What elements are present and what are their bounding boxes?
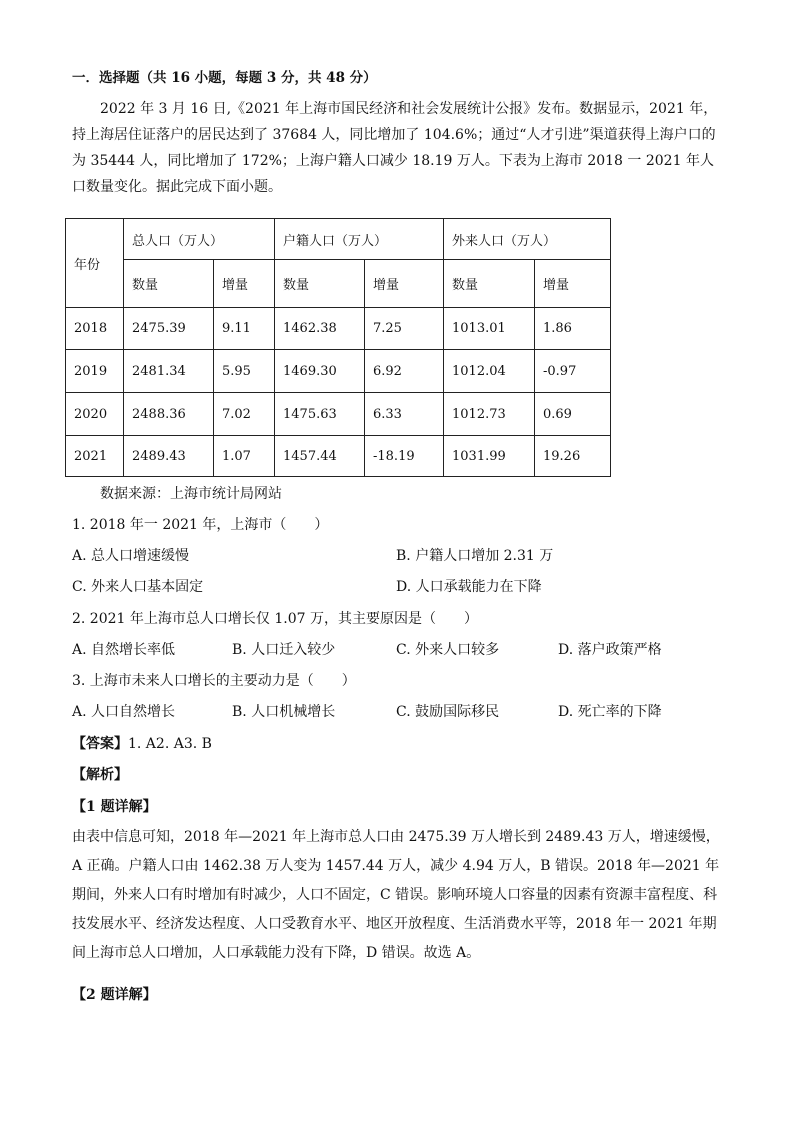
subheader-cell: 数量 [124, 260, 214, 308]
data-source: 数据来源：上海市统计局网站 [100, 486, 282, 502]
table-cell: 1469.30 [275, 350, 365, 393]
table-cell: 1031.99 [444, 436, 535, 477]
question-2-option-c: C. 外来人口较多 [396, 642, 500, 658]
table-cell: 5.95 [214, 350, 275, 393]
answer-text: 1. A2. A3. B [128, 736, 212, 752]
answer-label: 【答案】 [72, 736, 128, 752]
table-cell: 19.26 [535, 436, 611, 477]
detail-2-label: 【2 题详解】 [72, 987, 157, 1003]
question-1-option-a: A. 总人口增速缓慢 [72, 548, 190, 564]
table-cell: 2488.36 [124, 393, 214, 436]
table-cell: 1013.01 [444, 308, 535, 350]
table-row [66, 436, 611, 477]
answer-line [72, 733, 212, 753]
table-cell: 1.07 [214, 436, 275, 477]
table-cell: 7.02 [214, 393, 275, 436]
table-cell: 1012.04 [444, 350, 535, 393]
question-2-option-d: D. 落户政策严格 [558, 642, 662, 658]
table-cell: -18.19 [365, 436, 444, 477]
table-cell: 7.25 [365, 308, 444, 350]
intro-paragraph: 2022 年 3 月 16 日,《2021 年上海市国民经济和社会发展统计公报》发布。数据显示，2021 年，持上海居住证落户的居民达到了 37684 人，同比增加了 104.6%；通过“人才引进”渠道获得上海户口的为 35444 人，同比增加了 172%；上海户籍人口减少 18.19 万人。下表为上海市 2018 一 2021 年人口数量变化。据此完成下面小题。 [72, 101, 718, 195]
table-row [66, 308, 611, 350]
table-cell: 2018 [66, 308, 124, 350]
subheader-cell: 增量 [535, 260, 611, 308]
question-1-stem: 1. 2018 年一 2021 年，上海市（ ） [72, 517, 329, 533]
table-cell: 6.92 [365, 350, 444, 393]
header-migrant-population: 外来人口（万人） [444, 219, 611, 260]
table-cell: 2475.39 [124, 308, 214, 350]
subheader-cell: 增量 [214, 260, 275, 308]
table-cell: 2020 [66, 393, 124, 436]
question-1-option-d: D. 人口承载能力在下降 [396, 579, 542, 595]
table-cell: 2021 [66, 436, 124, 477]
question-3-option-a: A. 人口自然增长 [72, 704, 176, 720]
table-cell: 2019 [66, 350, 124, 393]
table-cell: -0.97 [535, 350, 611, 393]
table-header-row [66, 219, 611, 260]
question-3-option-d: D. 死亡率的下降 [558, 704, 662, 720]
question-2-stem: 2. 2021 年上海市总人口增长仅 1.07 万，其主要原因是（ ） [72, 611, 478, 627]
detail-1-label: 【1 题详解】 [72, 799, 157, 815]
subheader-cell: 增量 [365, 260, 444, 308]
header-registered-population: 户籍人口（万人） [275, 219, 444, 260]
analysis-label: 【解析】 [72, 767, 128, 783]
question-2-option-a: A. 自然增长率低 [72, 642, 176, 658]
table-cell: 1.86 [535, 308, 611, 350]
question-3-stem: 3. 上海市未来人口增长的主要动力是（ ） [72, 673, 356, 689]
question-1-option-b: B. 户籍人口增加 2.31 万 [396, 548, 554, 564]
section-title: 一．选择题（共 16 小题，每题 3 分，共 48 分） [72, 70, 377, 86]
question-1-option-c: C. 外来人口基本固定 [72, 579, 204, 595]
table-cell: 1475.63 [275, 393, 365, 436]
table-cell: 2489.43 [124, 436, 214, 477]
subheader-cell: 数量 [444, 260, 535, 308]
table-cell: 1462.38 [275, 308, 365, 350]
table-cell: 6.33 [365, 393, 444, 436]
question-3-option-b: B. 人口机械增长 [232, 704, 336, 720]
detail-1-text: 由表中信息可知，2018 年—2021 年上海市总人口由 2475.39 万人增长到 2489.43 万人，增速缓慢，A 正确。户籍人口由 1462.38 万人变为 1457.44 万人，减少 4.94 万人，B 错误。2018 年—2021 年期间，外来人口有时增加有时减少，人口不固定，C 错误。影响环境人口容量的因素有资源丰富程度、科技发展水平、经济发达程度、人口受教育水平、地区开放程度、生活消费水平等，2018 年一 2021 年期间上海市总人口增加，人口承载能力没有下降，D 错误。故选 A。 [72, 829, 720, 961]
table-cell: 1012.73 [444, 393, 535, 436]
table-row [66, 350, 611, 393]
header-year: 年份 [66, 219, 124, 308]
subheader-cell: 数量 [275, 260, 365, 308]
table-cell: 2481.34 [124, 350, 214, 393]
population-table [65, 218, 611, 477]
table-cell: 0.69 [535, 393, 611, 436]
table-cell: 1457.44 [275, 436, 365, 477]
table-cell: 9.11 [214, 308, 275, 350]
header-total-population: 总人口（万人） [124, 219, 275, 260]
question-2-option-b: B. 人口迁入较少 [232, 642, 336, 658]
table-row [66, 393, 611, 436]
question-3-option-c: C. 鼓励国际移民 [396, 704, 500, 720]
table-subheader-row [66, 260, 611, 308]
